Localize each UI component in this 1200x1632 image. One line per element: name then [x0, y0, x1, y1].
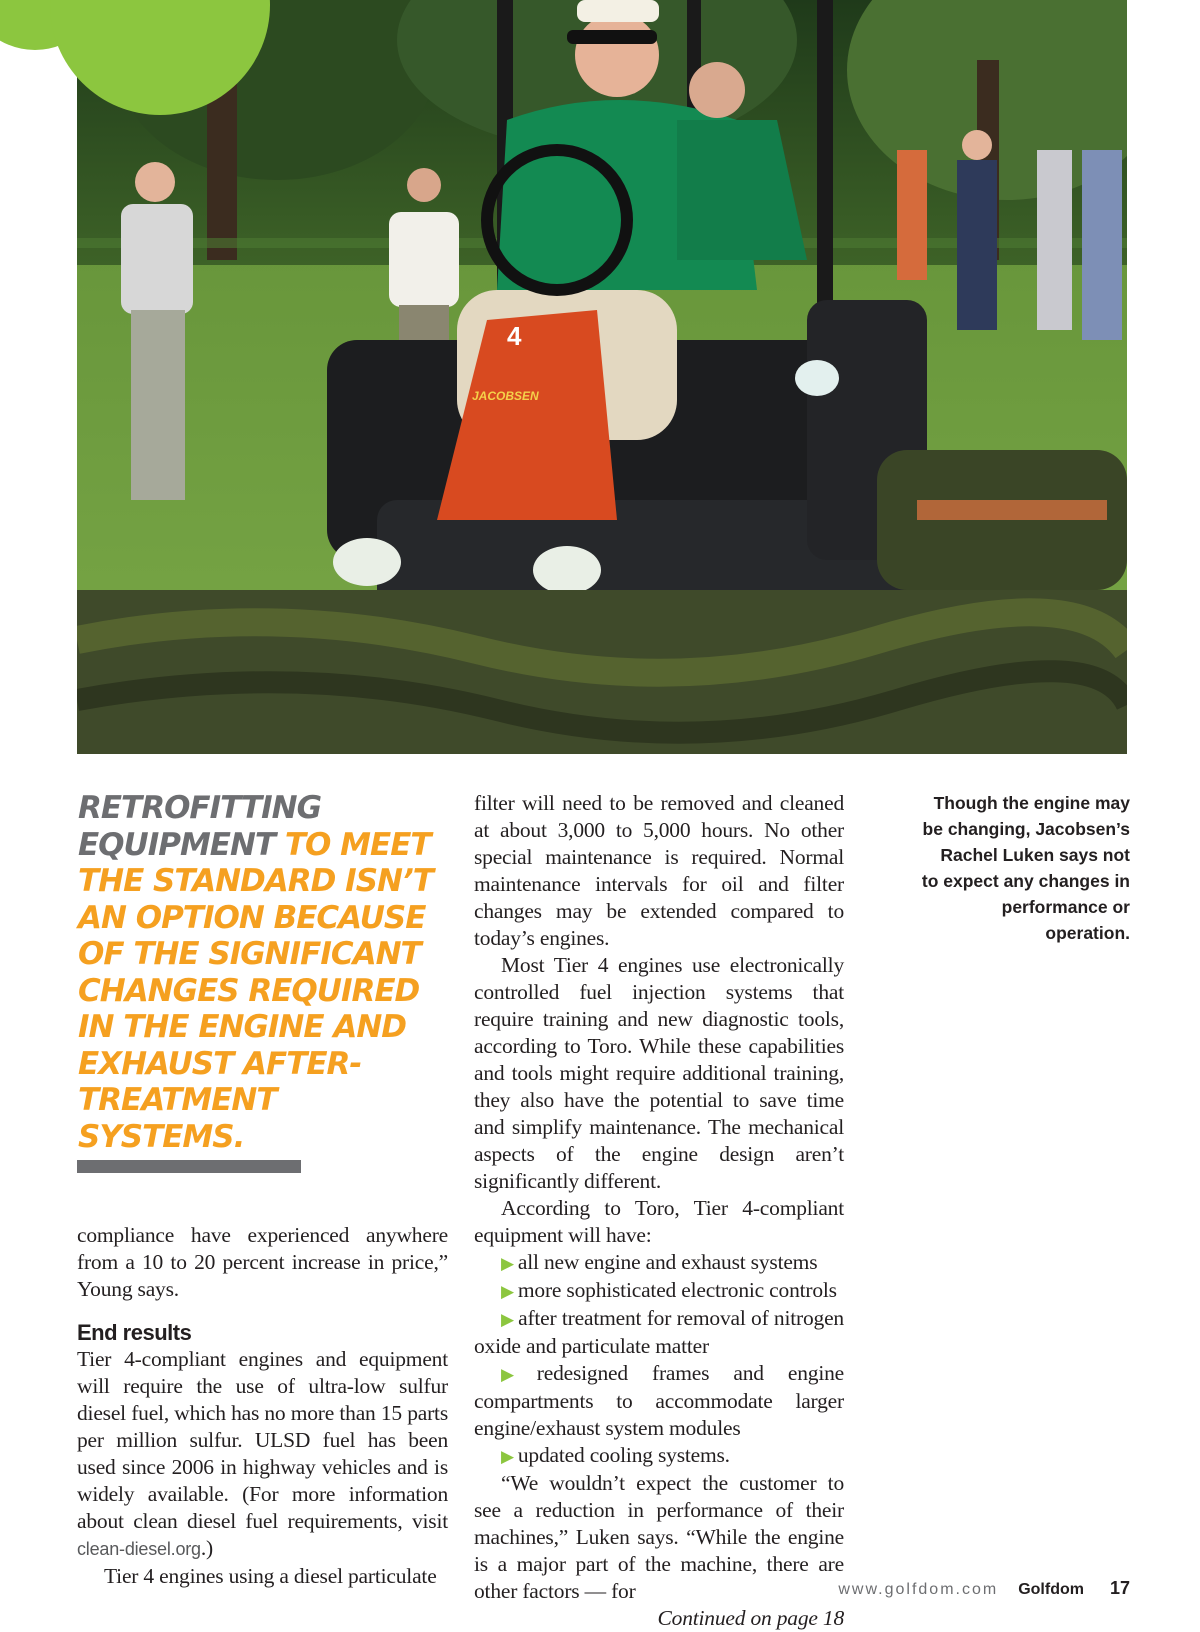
pull-quote: [78, 790, 438, 1155]
triangle-bullet-icon: ▶: [501, 1310, 515, 1329]
footer-url[interactable]: www.golfdom.com: [838, 1581, 999, 1598]
pull-quote-rule: [77, 1160, 301, 1173]
triangle-bullet-icon: ▶: [501, 1365, 533, 1384]
page-number: 17: [1109, 1578, 1130, 1598]
list-item: ▶ more sophisticated electronic controls: [501, 1278, 837, 1302]
footer-brand: Golfdom: [1018, 1581, 1084, 1598]
pull-quote-gray: RETROFITTING EQUIPMENT: [78, 790, 322, 863]
paragraph: “We wouldn’t expect the customer to see a reduction in performance of their machines,” Luken says. “While the engine is a major part of the machine, there are other factors — for: [474, 1471, 844, 1603]
paragraph: Tier 4-compliant engines and equipment will require the use of ultra-low sulfur diesel fuel, which has no more than 15 parts per million sulfur. ULSD fuel has been used since 2006 in highway vehicles and is widely available. (For more information about clean diesel fuel requirements, visit clean-diesel.org.): [77, 1347, 448, 1560]
paragraph: filter will need to be removed and cleaned at about 3,000 to 5,000 hours. No other special maintenance is required. Normal maintenance intervals for oil and filter changes may be extended compared to today’s engines.: [474, 791, 844, 950]
list-item: ▶ all new engine and exhaust systems: [501, 1250, 818, 1274]
paragraph: According to Toro, Tier 4-compliant equipment will have:: [474, 1196, 844, 1247]
article-column-1: [77, 1222, 448, 1590]
pull-quote-orange: TO MEET THE STANDARD ISN’T AN OPTION BECAUSE OF THE SIGNIFICANT CHANGES REQUIRED IN THE ENGINE AND EXHAUST AFTER-TREATMENT SYSTEMS.: [78, 826, 433, 1155]
paragraph: compliance have experienced anywhere from a 10 to 20 percent increase in price,” Young says.: [77, 1223, 448, 1301]
triangle-bullet-icon: ▶: [501, 1447, 514, 1466]
subhead-end-results: End results: [77, 1320, 192, 1345]
page-footer: [838, 1578, 1130, 1599]
article-column-2: [474, 790, 844, 1632]
kart-number: 4: [507, 321, 522, 351]
paragraph: Tier 4 engines using a diesel particulate: [104, 1564, 437, 1588]
photo-caption: Though the engine may be changing, Jacobsen’s Rachel Luken says not to expect any changes in performance or operation.: [921, 793, 1130, 943]
list-item: ▶ redesigned frames and engine compartments to accommodate larger engine/exhaust system modules: [474, 1361, 844, 1440]
triangle-bullet-icon: ▶: [501, 1254, 514, 1273]
paragraph: Most Tier 4 engines use electronically controlled fuel injection systems that require training and new diagnostic tools, according to Toro. While these capabilities and tools might require additional training, they also have the potential to save time and simplify maintenance. The mechanical aspects of the engine design aren’t significantly different.: [474, 953, 844, 1193]
continued-jump-line: Continued on page 18: [657, 1606, 844, 1630]
spectator-left: [121, 162, 193, 500]
decorative-green-blob: [0, 0, 300, 130]
brand-decal: JACOBSEN: [472, 389, 539, 403]
triangle-bullet-icon: ▶: [501, 1282, 514, 1301]
clean-diesel-link[interactable]: clean-diesel.org: [77, 1539, 201, 1559]
list-item: ▶ updated cooling systems.: [501, 1443, 730, 1467]
list-item: ▶ after treatment for removal of nitrogen oxide and particulate matter: [474, 1306, 844, 1358]
